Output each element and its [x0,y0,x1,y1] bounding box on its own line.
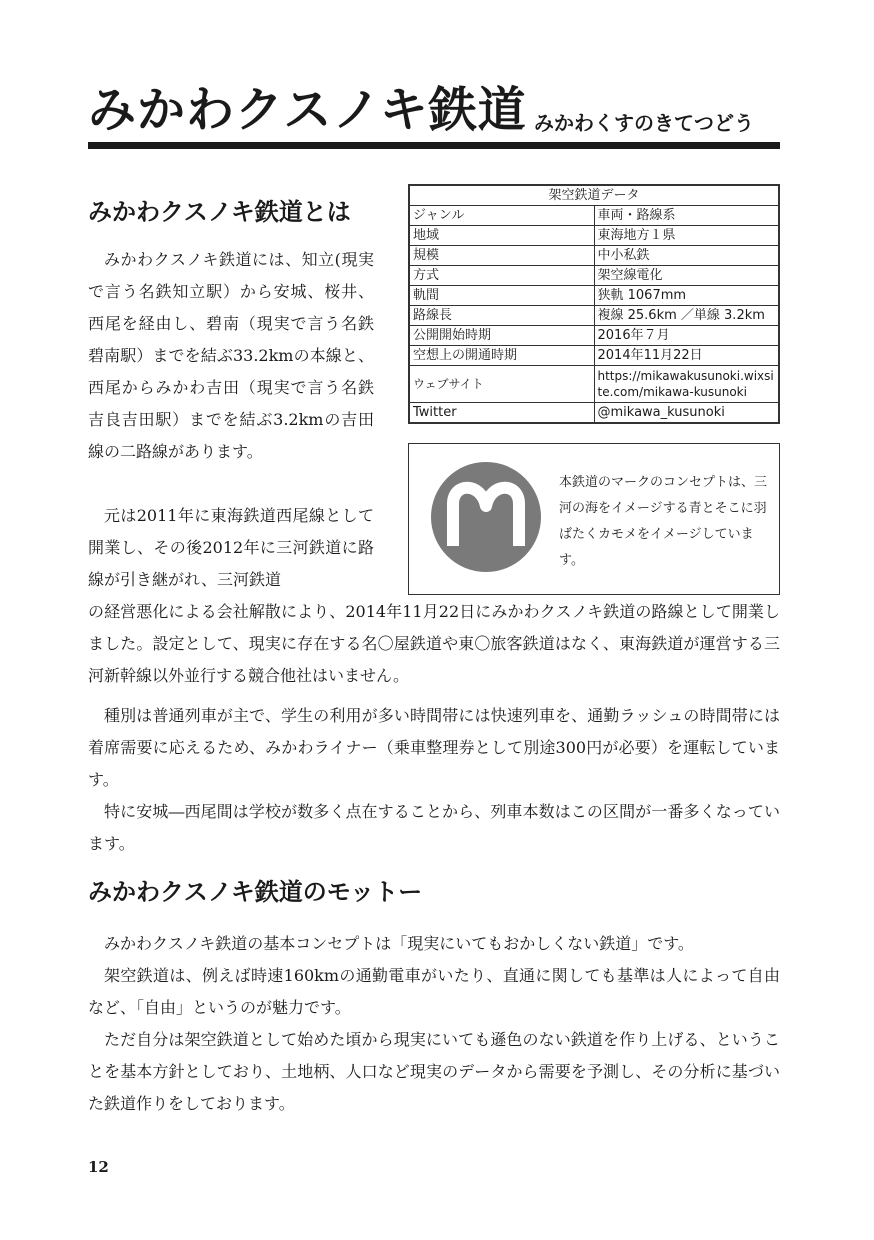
table-row [409,306,779,326]
section1-paragraph-2b: の経営悪化による会社解散により、2014年11月22日にみかわクスノキ鉄道の路線として開業しました。設定として、現実に存在する名〇屋鉄道や東〇旅客鉄道はなく、東海鉄道が運営する三河新幹線以外並行する競合他社はいません。 [88,602,780,685]
table-row [409,286,779,306]
table-value-scale: 中小私鉄 [594,246,779,266]
table-row [409,226,779,246]
table-value-genre: 車両・路線系 [594,206,779,226]
section1-paragraph-1: みかわクスノキ鉄道には、知立(現実で言う名鉄知立駅）から安城、桜井、西尾を経由し、碧南（現実で言う名鉄碧南駅）までを結ぶ33.2kmの本線と、西尾からみかわ吉田（現実で言う名鉄吉良吉田駅）までを結ぶ3.2kmの吉田線の二路線があります。 [88,250,374,461]
table-value-published: 2016年７月 [594,326,779,346]
table-row [409,326,779,346]
section1-paragraph-2a: 元は2011年に東海鉄道西尾線として開業し、その後2012年に三河鉄道に路線が引き継がれ、三河鉄道 [88,506,374,589]
railway-data-table [408,184,780,424]
table-row [409,246,779,266]
table-row [409,206,779,226]
table-label-system: 方式 [409,266,594,286]
table-label-scale: 規模 [409,246,594,266]
table-value-region: 東海地方１県 [594,226,779,246]
m-logo-icon [431,462,541,572]
table-row [409,266,779,286]
section1-paragraph-4: 特に安城―西尾間は学校が数多く点在することから、列車本数はこの区間が一番多くなっています。 [88,802,780,853]
table-row [409,366,779,403]
table-label-length: 路線長 [409,306,594,326]
table-value-website: https://mikawakusunoki.wixsite.com/mikawa-kusunoki [594,366,779,403]
section2-heading: みかわクスノキ鉄道のモットー [88,878,423,906]
table-label-region: 地域 [409,226,594,246]
title-divider [88,142,780,149]
table-caption: 架空鉄道データ [409,185,779,206]
section2-paragraph-1: みかわクスノキ鉄道の基本コンセプトは「現実にいてもおかしくない鉄道」です。 [104,934,694,953]
page-header [88,78,780,150]
table-caption-row [409,185,779,206]
page-title: みかわクスノキ鉄道 [88,82,527,138]
title-reading: みかわくすのきてつどう [534,111,754,135]
logo-concept-box [408,443,780,595]
table-label-twitter: Twitter [409,403,594,424]
table-label-gauge: 軌間 [409,286,594,306]
table-value-system: 架空線電化 [594,266,779,286]
table-value-twitter: @mikawa_kusunoki [594,403,779,424]
logo-concept-text: 本鉄道のマークのコンセプトは、三河の海をイメージする青とそこに羽ばたくカモメをイメージしています。 [559,475,768,568]
table-label-opened: 空想上の開通時期 [409,346,594,366]
table-label-published: 公開開始時期 [409,326,594,346]
table-value-gauge: 狭軌 1067mm [594,286,779,306]
table-label-website: ウェブサイト [409,366,594,403]
section1-heading: みかわクスノキ鉄道とは [88,198,351,226]
page-number: 12 [88,1158,109,1176]
table-row [409,403,779,424]
table-label-genre: ジャンル [409,206,594,226]
section2-paragraph-3: ただ自分は架空鉄道として始めた頃から現実にいても遜色のない鉄道を作り上げる、ということを基本方針としており、土地柄、人口など現実のデータから需要を予測し、その分析に基づいた鉄道作りをしております。 [88,1030,780,1113]
table-value-length: 複線 25.6km ／単線 3.2km [594,306,779,326]
section2-paragraph-2: 架空鉄道は、例えば時速160kmの通勤電車がいたり、直通に関しても基準は人によって自由など、「自由」というのが魅力です。 [88,966,780,1017]
section1-paragraph-3: 種別は普通列車が主で、学生の利用が多い時間帯には快速列車を、通勤ラッシュの時間帯には着席需要に応えるため、みかわライナー（乗車整理券として別途300円が必要）を運転しています。 [88,706,780,789]
table-value-opened: 2014年11月22日 [594,346,779,366]
table-row [409,346,779,366]
